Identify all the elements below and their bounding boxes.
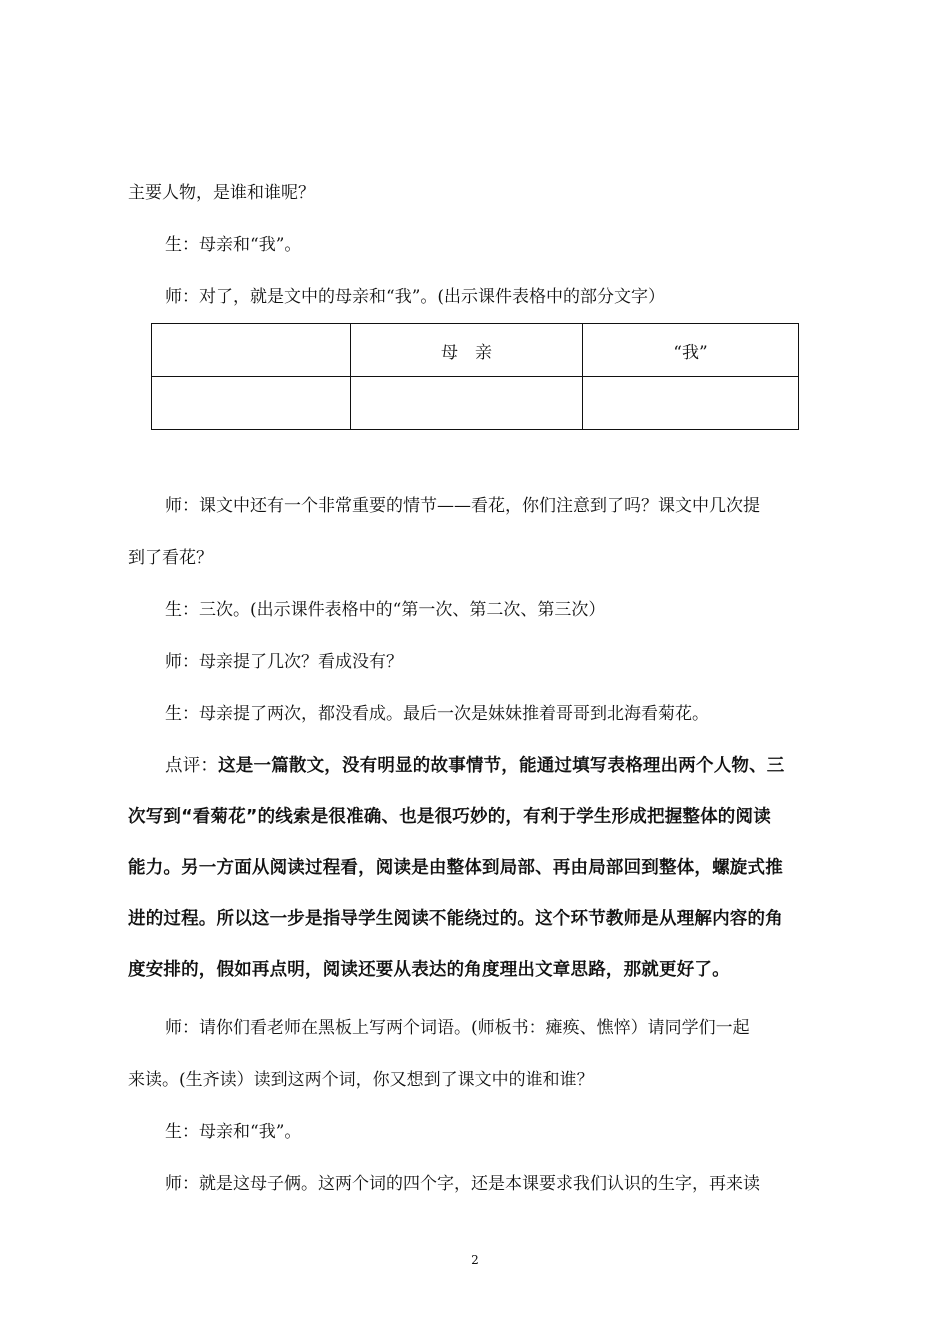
student-answer-4: 生：母亲和“我”。 (165, 1122, 302, 1142)
teacher-remark-5: 师：就是这母子俩。这两个词的四个字，还是本课要求我们认识的生字，再来读 (165, 1174, 760, 1194)
table-cell (583, 377, 799, 430)
student-answer-3: 生：母亲提了两次，都没看成。最后一次是妹妹推着哥哥到北海看菊花。 (165, 704, 709, 724)
table-cell (152, 377, 351, 430)
teacher-remark-1: 师：对了，就是文中的母亲和“我”。(出示课件表格中的部分文字） (165, 287, 666, 307)
teacher-remark-4-cont: 来读。(生齐读）读到这两个词，你又想到了课文中的谁和谁？ (128, 1070, 594, 1090)
teacher-remark-4: 师：请你们看老师在黑板上写两个词语。(师板书：瘫痪、憔悴）请同学们一起 (165, 1018, 750, 1038)
table-cell (351, 377, 583, 430)
comment-label: 点评： (165, 756, 219, 776)
character-table (151, 323, 799, 430)
table-row (152, 377, 799, 430)
page-number: 2 (471, 1253, 479, 1267)
table-header-mother: 母 亲 (351, 324, 583, 377)
student-answer-2: 生：三次。(出示课件表格中的“第一次、第二次、第三次） (165, 600, 606, 620)
comment-line-5: 度安排的，假如再点明，阅读还要从表达的角度理出文章思路，那就更好了。 (128, 960, 730, 980)
student-answer-1: 生：母亲和“我”。 (165, 235, 302, 255)
table-header-me: “我” (583, 324, 799, 377)
table-header-row (152, 324, 799, 377)
table-cell (152, 324, 351, 377)
teacher-question-2: 师：课文中还有一个非常重要的情节——看花，你们注意到了吗？课文中几次提 (165, 496, 760, 516)
paragraph-intro: 主要人物，是谁和谁呢？ (128, 183, 315, 203)
teacher-question-3: 师：母亲提了几次？看成没有？ (165, 652, 403, 672)
comment-line-4: 进的过程。所以这一步是指导学生阅读不能绕过的。这个环节教师是从理解内容的角 (128, 909, 783, 929)
comment-line-2: 次写到“看菊花”的线索是很准确、也是很巧妙的，有利于学生形成把握整体的阅读 (128, 807, 771, 827)
teacher-question-2-cont: 到了看花？ (128, 548, 213, 568)
comment-text: 这是一篇散文，没有明显的故事情节，能通过填写表格理出两个人物、三 (218, 756, 785, 776)
comment-line-3: 能力。另一方面从阅读过程看，阅读是由整体到局部、再由局部回到整体，螺旋式推 (128, 858, 783, 878)
comment-line-1 (165, 754, 833, 778)
